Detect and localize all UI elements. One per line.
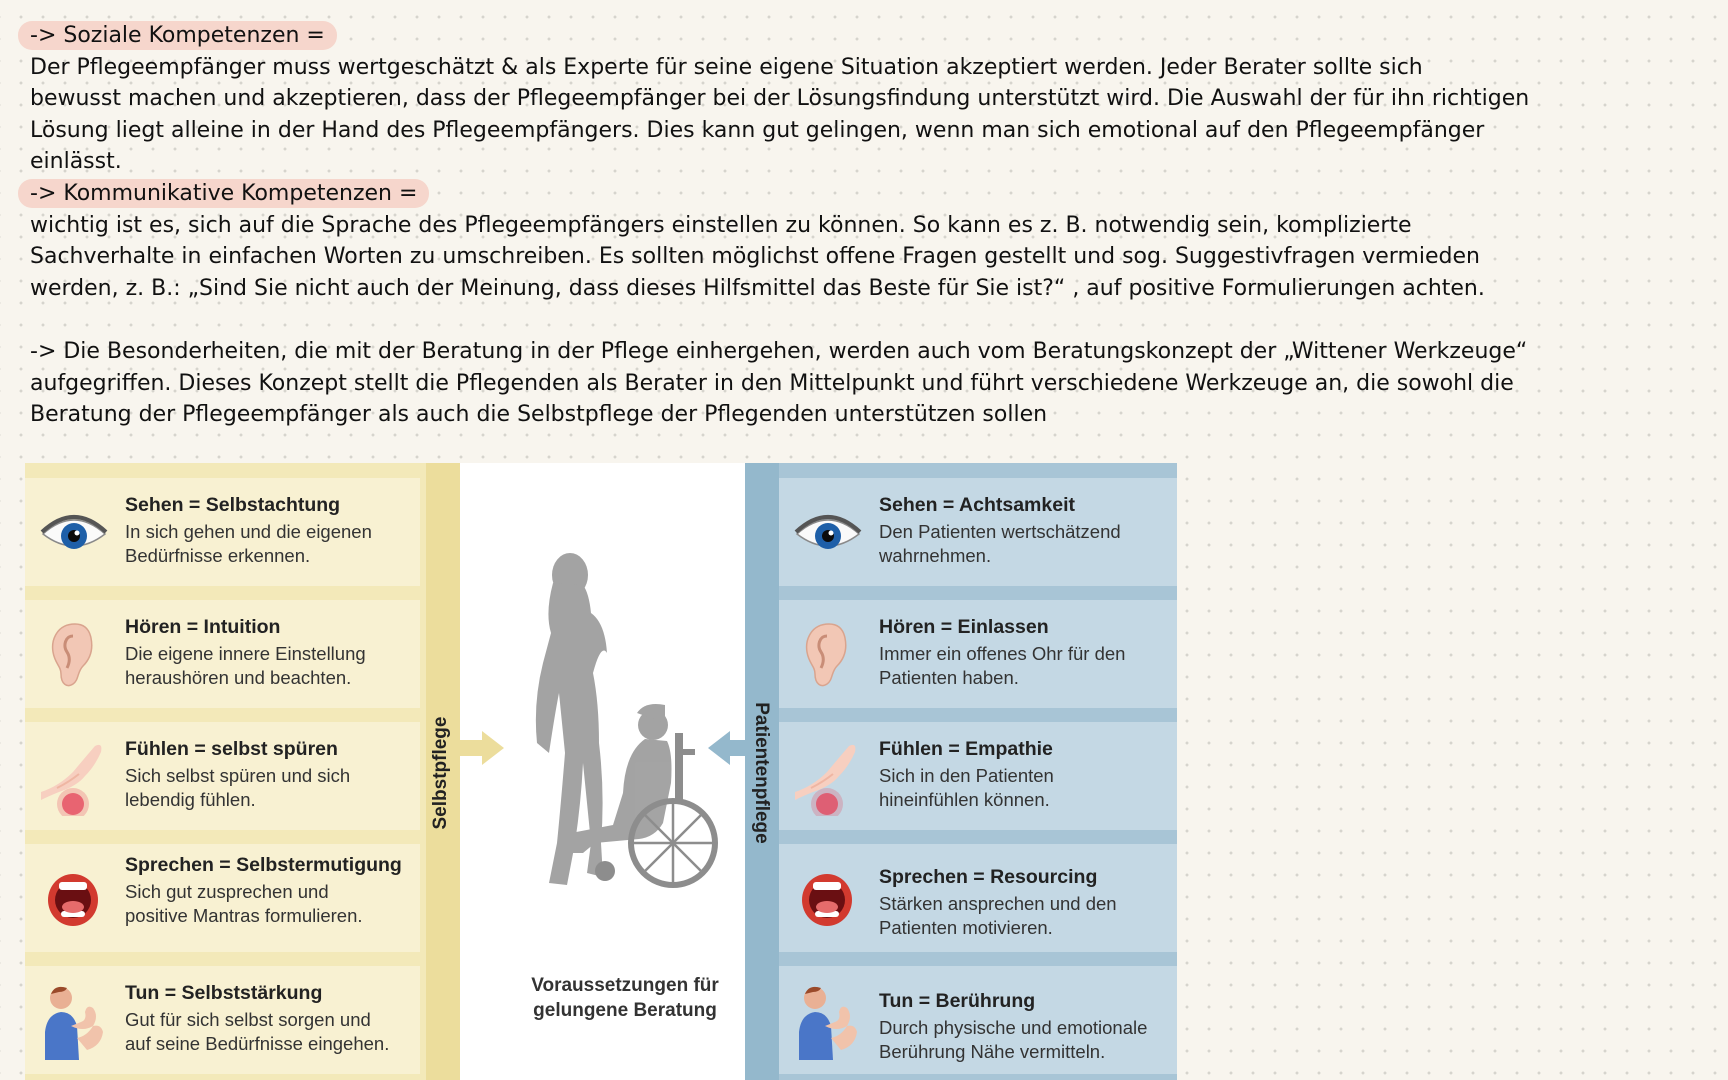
card-sehen-selbstachtung: [25, 478, 420, 586]
card-hoeren-intuition: [25, 600, 420, 708]
wittener-werkzeuge-figure: [25, 463, 1177, 1080]
card-description: Sich selbst spüren und sich lebendig fühlen.: [125, 765, 351, 810]
patientenpflege-label: Patientenpflege: [751, 702, 772, 844]
heading-kommunikative-kompetenzen: -> Kommunikative Kompetenzen =: [18, 179, 429, 208]
para2-line: Sachverhalte in einfachen Worten zu umschreiben. Es sollten möglichst offene Fragen gestellt und sog. Suggestivfragen vermieden: [30, 244, 1480, 270]
card-fuehlen-selbst-spueren: [25, 722, 420, 830]
para1-line: einlässt.: [30, 149, 122, 175]
eye-icon: [37, 492, 111, 572]
card-description: Den Patienten wertschätzend wahrnehmen.: [879, 521, 1121, 566]
para1-line: Lösung liegt alleine in der Hand des Pflegeempfängers. Dies kann gut gelingen, wenn man sich emotional auf den Pflegeempfänger: [30, 117, 1485, 143]
card-title: Sprechen = Selbstermutigung: [125, 854, 402, 876]
mouth-icon: [791, 858, 865, 938]
card-description: Sich gut zusprechen und positive Mantras formulieren.: [125, 881, 363, 926]
para1-line: bewusst machen und akzeptieren, dass der Pflegeempfänger bei der Lösungsfindung unterstützt wird. Die Auswahl der für ihn richtigen: [30, 86, 1530, 112]
card-title: Sprechen = Resourcing: [879, 866, 1098, 888]
card-title: Fühlen = selbst spüren: [125, 738, 338, 760]
caregiver-and-wheelchair-silhouette-icon: [495, 553, 755, 933]
card-description: Stärken ansprechen und den Patienten motivieren.: [879, 893, 1117, 938]
hand-icon: [37, 736, 111, 816]
card-fuehlen-empathie: [779, 722, 1177, 830]
card-sprechen-selbstermutigung: [25, 844, 420, 952]
selbstpflege-label: Selbstpflege: [430, 716, 451, 830]
card-description: In sich gehen und die eigenen Bedürfnisse erkennen.: [125, 521, 372, 566]
strong-arm-icon: [791, 980, 865, 1060]
card-title: Hören = Intuition: [125, 616, 281, 638]
card-title: Tun = Selbststärkung: [125, 982, 323, 1004]
ear-icon: [791, 614, 865, 694]
card-title: Sehen = Achtsamkeit: [879, 494, 1075, 516]
para1-line: Der Pflegeempfänger muss wertgeschätzt & als Experte für seine eigene Situation akzeptiert werden. Jeder Berater sollte sich: [30, 54, 1423, 80]
card-description: Immer ein offenes Ohr für den Patienten haben.: [879, 643, 1126, 688]
para2-line: wichtig ist es, sich auf die Sprache des Pflegeempfängers einstellen zu können. So kann es z. B. notwendig sein, komplizierte: [30, 212, 1412, 238]
card-description: Durch physische und emotionale Berührung Nähe vermitteln.: [879, 1017, 1148, 1062]
para2-line: werden, z. B.: „Sind Sie nicht auch der Meinung, dass dieses Hilfsmittel das Beste für Sie ist?“ , auf positive Formulierungen achten.: [30, 275, 1485, 301]
notes-text: [30, 20, 1650, 431]
card-description: Die eigene innere Einstellung heraushören und beachten.: [125, 643, 366, 688]
para3-line: -> Die Besonderheiten, die mit der Beratung in der Pflege einhergehen, werden auch vom Beratungskonzept der „Wittener Werkzeuge“: [30, 338, 1528, 364]
card-tun-beruehrung: [779, 966, 1177, 1074]
strong-arm-icon: [37, 980, 111, 1060]
card-sehen-achtsamkeit: [779, 478, 1177, 586]
eye-icon: [791, 492, 865, 572]
card-title: Tun = Berührung: [879, 990, 1036, 1012]
ear-icon: [37, 614, 111, 694]
card-tun-selbststaerkung: [25, 966, 420, 1074]
heading-soziale-kompetenzen: -> Soziale Kompetenzen =: [18, 21, 337, 50]
para3-line: aufgegriffen. Dieses Konzept stellt die Pflegenden als Berater in den Mittelpunkt und führt verschiedene Werkzeuge an, die sowohl die: [30, 370, 1514, 396]
card-title: Fühlen = Empathie: [879, 738, 1053, 760]
card-description: Sich in den Patienten hineinfühlen können.: [879, 765, 1054, 810]
card-title: Sehen = Selbstachtung: [125, 494, 341, 516]
card-hoeren-einlassen: [779, 600, 1177, 708]
mouth-icon: [37, 858, 111, 938]
hand-icon: [791, 736, 865, 816]
card-sprechen-resourcing: [779, 844, 1177, 952]
center-caption: Voraussetzungen für gelungene Beratung: [531, 975, 719, 1021]
card-description: Gut für sich selbst sorgen und auf seine Bedürfnisse eingehen.: [125, 1009, 390, 1054]
card-title: Hören = Einlassen: [879, 616, 1049, 638]
para3-line: Beratung der Pflegeempfänger als auch die Selbstpflege der Pflegenden unterstützen sollen: [30, 402, 1048, 428]
